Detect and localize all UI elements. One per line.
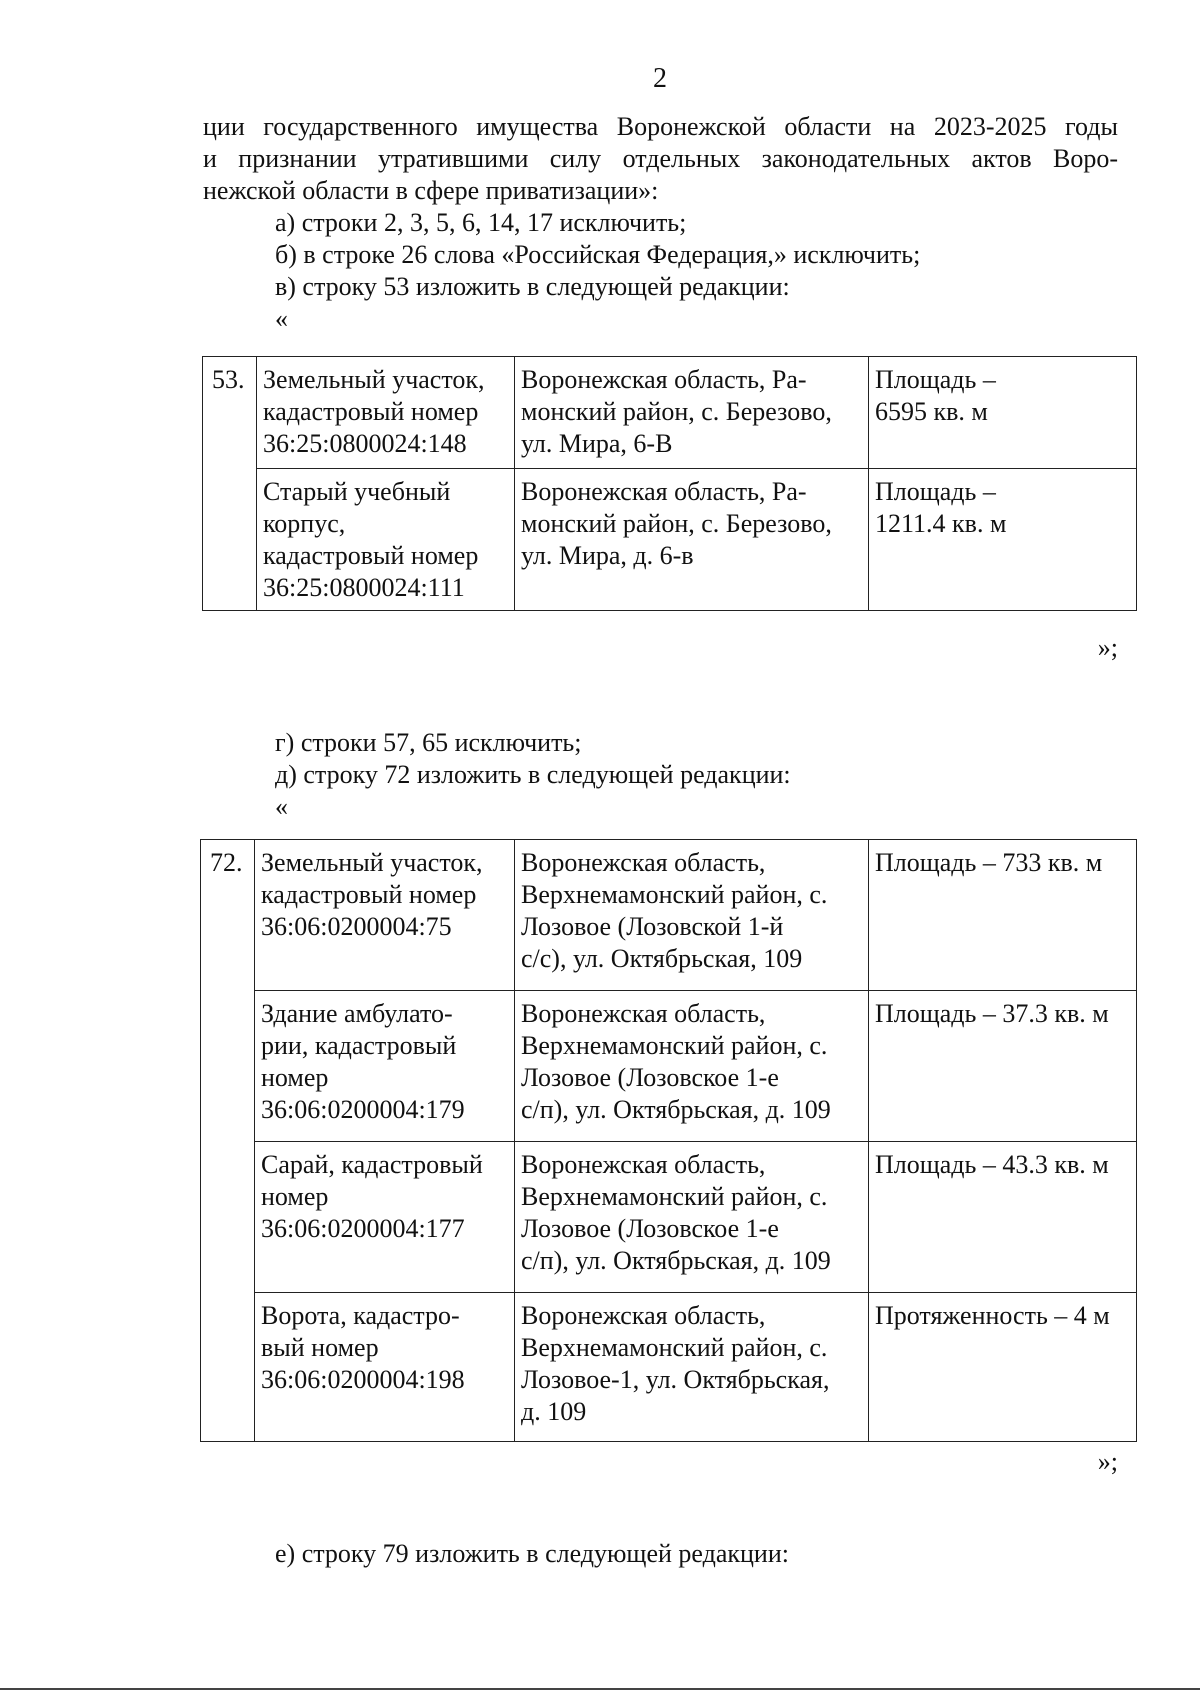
- address-line: монский район, с. Березово,: [521, 397, 832, 426]
- object-line: 36:06:0200004:75: [261, 912, 452, 941]
- area-cell: [869, 991, 1137, 1142]
- address-line: Воронежская область,: [521, 1150, 766, 1179]
- address-line: Лозовое (Лозовской 1-й: [521, 912, 784, 941]
- object-line: Земельный участок,: [261, 848, 483, 877]
- area-line: 6595 кв. м: [875, 397, 988, 426]
- table-row-72: [200, 839, 1137, 1442]
- address-line: Воронежская область, Ра-: [521, 477, 807, 506]
- object-line: кадастровый номер: [263, 397, 479, 426]
- area-cell: [869, 357, 1137, 469]
- amendment-list-2: [203, 727, 1118, 823]
- row-number-cell: [201, 1293, 255, 1442]
- intro-line: и признании утратившими силу отдельных законодательных актов Воро-: [203, 144, 1118, 173]
- object-cell: [257, 357, 515, 469]
- row-number: 72.: [210, 848, 243, 877]
- object-line: рии, кадастровый: [261, 1031, 457, 1060]
- page-number: 2: [653, 63, 667, 94]
- table-row: [201, 1293, 1137, 1442]
- object-cell: [255, 991, 515, 1142]
- address-line: Воронежская область,: [521, 1301, 766, 1330]
- address-cell: [515, 1142, 869, 1293]
- area-cell: [869, 1293, 1137, 1442]
- area-line: Площадь –: [875, 365, 996, 394]
- address-line: Лозовое (Лозовское 1-е: [521, 1063, 779, 1092]
- area-line: 1211.4 кв. м: [875, 509, 1007, 538]
- amendment-list-1: [203, 207, 1118, 335]
- area-line: Площадь – 733 кв. м: [875, 848, 1103, 877]
- address-line: Верхнемамонский район, с.: [521, 1031, 828, 1060]
- address-cell: [515, 991, 869, 1142]
- quote-close: »;: [1097, 1447, 1118, 1476]
- address-line: с/с), ул. Октябрьская, 109: [521, 944, 803, 973]
- item-a: а) строки 2, 3, 5, 6, 14, 17 исключить;: [275, 208, 687, 237]
- address-cell: [515, 1293, 869, 1442]
- address-line: монский район, с. Березово,: [521, 509, 832, 538]
- table-row: [201, 840, 1137, 991]
- area-line: Площадь –: [875, 477, 996, 506]
- address-line: Воронежская область,: [521, 999, 766, 1028]
- table-row: [203, 469, 1137, 611]
- row-number-cell: [201, 1142, 255, 1293]
- object-line: 36:25:0800024:111: [263, 573, 465, 602]
- address-line: Воронежская область,: [521, 848, 766, 877]
- object-line: номер: [261, 1063, 329, 1092]
- item-d: д) строку 72 изложить в следующей редакции:: [275, 760, 791, 789]
- area-line: Площадь – 43.3 кв. м: [875, 1150, 1109, 1179]
- quote-close: »;: [1097, 633, 1118, 662]
- object-cell: [255, 840, 515, 991]
- area-cell: [869, 840, 1137, 991]
- address-line: с/п), ул. Октябрьская, д. 109: [521, 1095, 831, 1124]
- object-line: Старый учебный: [263, 477, 451, 506]
- quote-open: «: [275, 304, 288, 333]
- area-line: Площадь – 37.3 кв. м: [875, 999, 1109, 1028]
- address-line: Лозовое (Лозовское 1-е: [521, 1214, 779, 1243]
- address-line: Лозовое-1, ул. Октябрьская,: [521, 1365, 830, 1394]
- object-line: номер: [261, 1182, 329, 1211]
- table-row: [201, 991, 1137, 1142]
- object-line: 36:06:0200004:198: [261, 1365, 465, 1394]
- row-number-cell: [203, 357, 257, 469]
- bottom-rule: [0, 1688, 1200, 1690]
- intro-paragraph: [203, 111, 1118, 207]
- object-line: вый номер: [261, 1333, 379, 1362]
- row-number-cell: [203, 469, 257, 611]
- address-cell: [515, 840, 869, 991]
- object-line: 36:06:0200004:179: [261, 1095, 465, 1124]
- table-row: [203, 357, 1137, 469]
- address-line: Верхнемамонский район, с.: [521, 1333, 828, 1362]
- area-line: Протяженность – 4 м: [875, 1301, 1110, 1330]
- intro-line: нежской области в сфере приватизации»:: [203, 176, 659, 205]
- intro-line: ции государственного имущества Воронежской области на 2023-2025 годы: [203, 112, 1118, 141]
- address-line: ул. Мира, 6-В: [521, 429, 673, 458]
- row-number-cell: [201, 840, 255, 991]
- object-line: 36:25:0800024:148: [263, 429, 467, 458]
- area-cell: [869, 469, 1137, 611]
- item-b: б) в строке 26 слова «Российская Федерация,» исключить;: [275, 240, 921, 269]
- address-cell: [515, 469, 869, 611]
- object-line: кадастровый номер: [261, 880, 477, 909]
- address-cell: [515, 357, 869, 469]
- address-line: с/п), ул. Октябрьская, д. 109: [521, 1246, 831, 1275]
- address-line: ул. Мира, д. 6-в: [521, 541, 694, 570]
- object-line: 36:06:0200004:177: [261, 1214, 465, 1243]
- item-v: в) строку 53 изложить в следующей редакции:: [275, 272, 790, 301]
- quote-open: «: [275, 792, 288, 821]
- object-cell: [255, 1142, 515, 1293]
- table-row: [201, 1142, 1137, 1293]
- address-line: Верхнемамонский район, с.: [521, 1182, 828, 1211]
- object-line: кадастровый номер: [263, 541, 479, 570]
- area-cell: [869, 1142, 1137, 1293]
- address-line: Верхнемамонский район, с.: [521, 880, 828, 909]
- item-g: г) строки 57, 65 исключить;: [275, 728, 582, 757]
- object-line: Здание амбулато-: [261, 999, 453, 1028]
- address-line: Воронежская область, Ра-: [521, 365, 807, 394]
- object-cell: [255, 1293, 515, 1442]
- object-cell: [257, 469, 515, 611]
- amendment-list-3: [203, 1538, 1118, 1570]
- address-line: д. 109: [521, 1397, 587, 1426]
- object-line: Земельный участок,: [263, 365, 485, 394]
- object-line: Ворота, кадастро-: [261, 1301, 460, 1330]
- row-number: 53.: [212, 365, 245, 394]
- object-line: корпус,: [263, 509, 346, 538]
- table-row-53: [202, 356, 1137, 611]
- object-line: Сарай, кадастровый: [261, 1150, 483, 1179]
- row-number-cell: [201, 991, 255, 1142]
- item-e: е) строку 79 изложить в следующей редакции:: [275, 1539, 789, 1568]
